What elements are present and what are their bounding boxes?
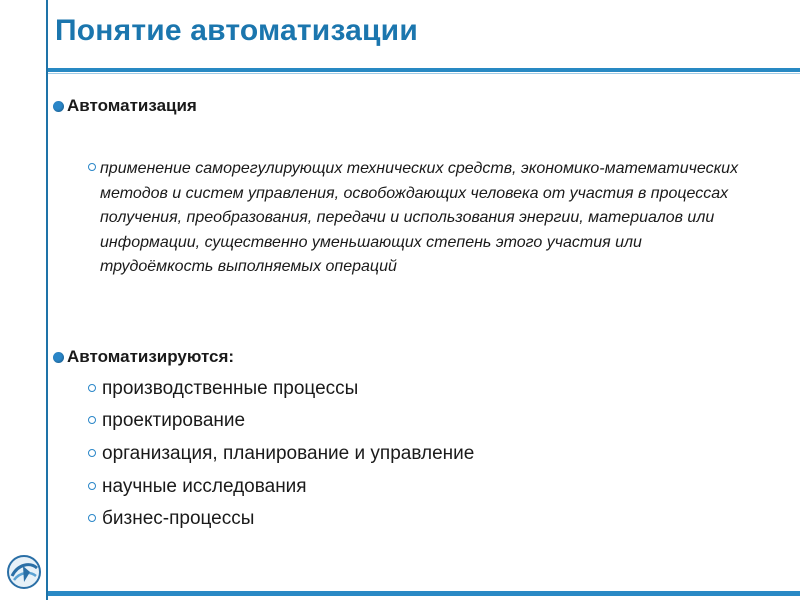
list-item-text: научные исследования xyxy=(102,476,307,497)
title-underline xyxy=(48,68,800,72)
sub-bullet-ring-icon xyxy=(88,416,96,424)
automation-definition: применение саморегулирующих технических средств, экономико-математических методов и систем управления, освобождающих человека от участия в процессах получения, преобразования, передачи и использования энергии, материалов или информации, существенно уменьшающих степень этого участия или трудоёмкость выполняемых операций xyxy=(100,160,739,275)
title-underline-thin xyxy=(48,73,800,74)
list-item xyxy=(88,443,474,465)
bullet-automation xyxy=(53,96,197,116)
automated-heading: Автоматизируются: xyxy=(67,347,235,366)
sub-bullet-ring-icon xyxy=(88,514,96,522)
left-vertical-rule xyxy=(46,0,48,600)
slide-title: Понятие автоматизации xyxy=(55,14,418,47)
bullet-dot-icon xyxy=(53,101,64,112)
list-item-text: бизнес-процессы xyxy=(102,508,255,529)
list-item xyxy=(88,378,358,400)
list-item xyxy=(88,476,307,498)
list-item-text: производственные процессы xyxy=(102,378,359,399)
sub-bullet-ring-icon xyxy=(88,163,96,171)
list-item xyxy=(88,508,254,530)
automation-heading: Автоматизация xyxy=(67,96,197,115)
sub-bullet-ring-icon xyxy=(88,449,96,457)
sub-bullet-ring-icon xyxy=(88,384,96,392)
list-item-text: проектирование xyxy=(102,410,246,431)
sub-bullet-ring-icon xyxy=(88,482,96,490)
bullet-automated xyxy=(53,347,234,367)
bottom-rule xyxy=(48,591,800,596)
list-item xyxy=(88,410,245,432)
logo-icon xyxy=(6,554,42,590)
list-item-text: организация, планирование и управление xyxy=(102,443,475,464)
bullet-dot-icon xyxy=(53,352,64,363)
